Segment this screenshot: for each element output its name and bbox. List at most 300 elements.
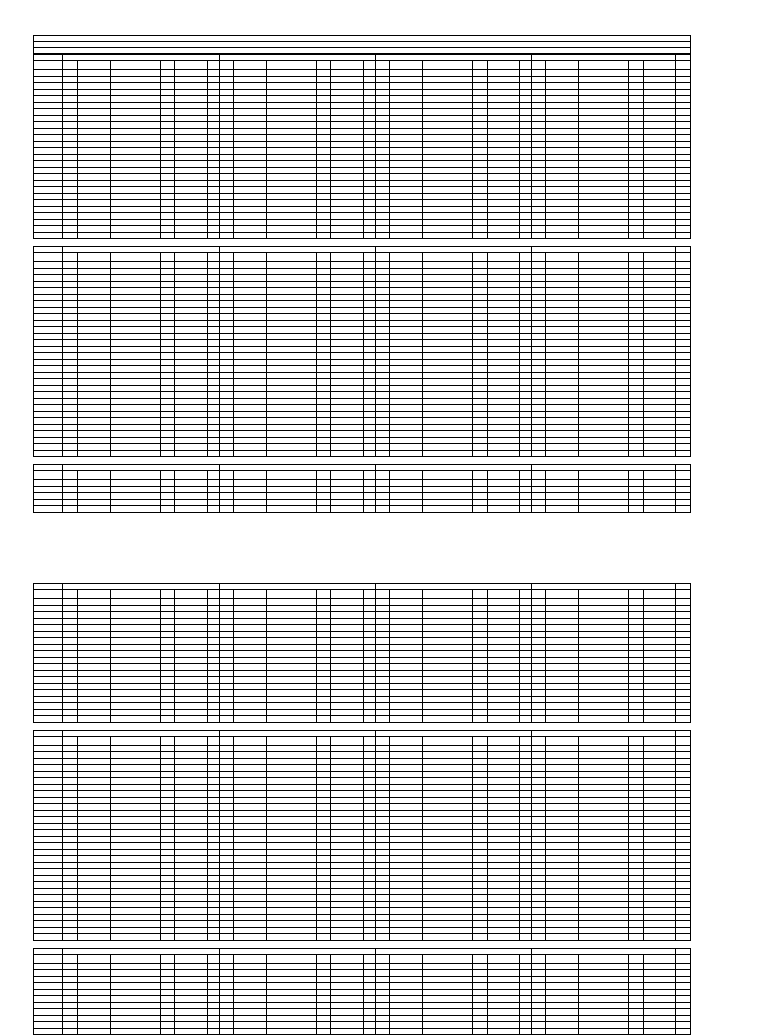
table-cell: [643, 506, 675, 513]
table-cell: [628, 934, 643, 941]
table-cell: [34, 450, 63, 457]
column-header: [110, 471, 160, 480]
table-cell: [487, 232, 519, 239]
table-cell: [375, 506, 390, 513]
column-header: [578, 61, 628, 70]
column-header: [390, 736, 422, 745]
table-cell: [676, 1028, 691, 1035]
column-header: [266, 954, 316, 963]
table-cell: [63, 506, 78, 513]
table-cell: [546, 506, 578, 513]
table-cell: [531, 716, 546, 723]
column-header: [160, 590, 175, 599]
column-header: [487, 253, 519, 262]
table-cell: [316, 232, 331, 239]
column-header: [519, 253, 531, 262]
column-header: [316, 61, 331, 70]
column-header: [175, 736, 207, 745]
column-header: [676, 253, 691, 262]
column-header: [676, 471, 691, 480]
table-cell: [234, 450, 266, 457]
table-cell: [531, 232, 546, 239]
column-header: [390, 253, 422, 262]
table-cell: [531, 450, 546, 457]
column-header: [78, 253, 110, 262]
column-header: [34, 61, 63, 70]
column-header: [519, 61, 531, 70]
table-cell: [390, 450, 422, 457]
table-cell: [34, 506, 63, 513]
column-header: [628, 590, 643, 599]
column-header: [363, 471, 375, 480]
schedule-table: [33, 246, 691, 457]
table-cell: [331, 1028, 363, 1035]
table-cell: [63, 934, 78, 941]
table-cell: [363, 1028, 375, 1035]
column-header: [578, 253, 628, 262]
column-header: [390, 954, 422, 963]
table-cell: [487, 934, 519, 941]
column-header: [531, 736, 546, 745]
table-cell: [219, 1028, 234, 1035]
table-section: [33, 54, 691, 239]
table-cell: [331, 934, 363, 941]
table-cell: [375, 716, 390, 723]
column-header: [472, 253, 487, 262]
table-cell: [375, 1028, 390, 1035]
table-cell: [110, 1028, 160, 1035]
column-header: [422, 61, 472, 70]
table-cell: [676, 716, 691, 723]
column-header-row: [34, 253, 691, 262]
table-cell: [331, 716, 363, 723]
column-header: [472, 736, 487, 745]
title-line-3: [34, 48, 690, 53]
table-cell: [578, 1028, 628, 1035]
column-header: [63, 253, 78, 262]
table-row: [34, 450, 691, 457]
table-cell: [578, 232, 628, 239]
column-header: [546, 253, 578, 262]
table-cell: [219, 934, 234, 941]
document-title-band: [33, 35, 691, 54]
column-header: [316, 736, 331, 745]
column-header: [234, 61, 266, 70]
column-header: [578, 471, 628, 480]
section-label: [33, 239, 691, 246]
table-cell: [175, 506, 207, 513]
column-header: [628, 736, 643, 745]
table-cell: [160, 450, 175, 457]
table-cell: [472, 506, 487, 513]
table-cell: [546, 232, 578, 239]
column-header: [175, 253, 207, 262]
column-header: [266, 61, 316, 70]
table-cell: [219, 232, 234, 239]
column-header: [175, 61, 207, 70]
table-cell: [175, 934, 207, 941]
column-header: [676, 590, 691, 599]
column-header: [422, 736, 472, 745]
table-cell: [316, 716, 331, 723]
column-header-row: [34, 954, 691, 963]
column-header: [375, 61, 390, 70]
column-header: [487, 736, 519, 745]
column-header: [160, 61, 175, 70]
column-header: [578, 736, 628, 745]
column-header: [519, 736, 531, 745]
column-header: [110, 253, 160, 262]
table-cell: [487, 1028, 519, 1035]
sections-page-one: [33, 54, 691, 513]
column-header: [316, 954, 331, 963]
schedule-table: [33, 583, 691, 723]
column-header: [422, 253, 472, 262]
table-cell: [175, 1028, 207, 1035]
table-cell: [643, 1028, 675, 1035]
column-header: [234, 590, 266, 599]
column-header: [219, 736, 234, 745]
column-header: [390, 590, 422, 599]
table-cell: [578, 506, 628, 513]
table-row: [34, 1028, 691, 1035]
table-cell: [472, 716, 487, 723]
column-header: [472, 954, 487, 963]
column-header: [390, 61, 422, 70]
table-cell: [578, 450, 628, 457]
table-cell: [234, 506, 266, 513]
table-cell: [219, 450, 234, 457]
schedule-table: [33, 464, 691, 513]
column-header: [34, 954, 63, 963]
page-one: [33, 35, 691, 513]
table-cell: [390, 506, 422, 513]
table-cell: [363, 506, 375, 513]
column-header: [316, 253, 331, 262]
table-cell: [390, 716, 422, 723]
table-cell: [110, 450, 160, 457]
column-header: [78, 954, 110, 963]
table-cell: [316, 450, 331, 457]
column-header: [676, 61, 691, 70]
table-section: [33, 723, 691, 941]
column-header: [63, 471, 78, 480]
table-cell: [422, 506, 472, 513]
table-cell: [546, 1028, 578, 1035]
table-cell: [234, 232, 266, 239]
column-header: [531, 61, 546, 70]
table-cell: [375, 232, 390, 239]
table-cell: [331, 450, 363, 457]
column-header: [375, 954, 390, 963]
column-header: [363, 736, 375, 745]
table-cell: [628, 1028, 643, 1035]
table-cell: [78, 716, 110, 723]
section-label: [33, 941, 691, 948]
table-cell: [34, 1028, 63, 1035]
table-cell: [531, 506, 546, 513]
column-header: [331, 954, 363, 963]
column-header: [266, 590, 316, 599]
table-cell: [472, 1028, 487, 1035]
table-cell: [78, 506, 110, 513]
table-section: [33, 239, 691, 457]
column-header-row: [34, 736, 691, 745]
table-cell: [628, 450, 643, 457]
column-header: [219, 253, 234, 262]
column-header: [628, 954, 643, 963]
table-cell: [422, 232, 472, 239]
column-header: [160, 253, 175, 262]
schedule-table: [33, 54, 691, 239]
column-header: [531, 954, 546, 963]
column-header: [487, 590, 519, 599]
table-cell: [78, 1028, 110, 1035]
column-header: [519, 954, 531, 963]
table-cell: [363, 450, 375, 457]
column-header: [110, 61, 160, 70]
table-cell: [519, 1028, 531, 1035]
table-cell: [316, 506, 331, 513]
table-cell: [375, 450, 390, 457]
column-header: [422, 471, 472, 480]
table-cell: [110, 716, 160, 723]
column-header: [375, 253, 390, 262]
table-cell: [266, 506, 316, 513]
column-header: [643, 736, 675, 745]
column-header: [546, 590, 578, 599]
table-cell: [207, 506, 219, 513]
column-header: [331, 736, 363, 745]
table-row: [34, 232, 691, 239]
column-header: [578, 954, 628, 963]
table-cell: [160, 934, 175, 941]
table-cell: [519, 232, 531, 239]
column-header: [63, 736, 78, 745]
column-header: [110, 590, 160, 599]
table-cell: [472, 934, 487, 941]
column-header: [422, 954, 472, 963]
table-cell: [266, 232, 316, 239]
table-cell: [643, 232, 675, 239]
table-cell: [331, 506, 363, 513]
column-header: [207, 253, 219, 262]
table-cell: [160, 716, 175, 723]
section-label: [33, 457, 691, 464]
table-cell: [207, 934, 219, 941]
column-header: [78, 736, 110, 745]
column-header: [207, 471, 219, 480]
page-two: [33, 576, 691, 1035]
column-header: [628, 471, 643, 480]
table-cell: [266, 450, 316, 457]
table-cell: [472, 232, 487, 239]
column-header: [316, 471, 331, 480]
table-cell: [78, 450, 110, 457]
column-header: [363, 61, 375, 70]
column-header: [207, 954, 219, 963]
column-header: [472, 61, 487, 70]
column-header: [546, 61, 578, 70]
column-header: [487, 954, 519, 963]
column-header: [531, 590, 546, 599]
column-header: [207, 61, 219, 70]
table-cell: [487, 716, 519, 723]
column-header: [643, 590, 675, 599]
table-cell: [422, 934, 472, 941]
table-cell: [331, 232, 363, 239]
column-header: [546, 471, 578, 480]
table-cell: [422, 1028, 472, 1035]
column-header: [546, 954, 578, 963]
table-cell: [175, 232, 207, 239]
column-header: [331, 471, 363, 480]
table-cell: [207, 232, 219, 239]
table-cell: [78, 232, 110, 239]
table-cell: [390, 1028, 422, 1035]
table-cell: [578, 934, 628, 941]
column-header: [110, 954, 160, 963]
table-cell: [160, 1028, 175, 1035]
table-cell: [160, 506, 175, 513]
table-cell: [487, 506, 519, 513]
table-cell: [316, 934, 331, 941]
table-cell: [643, 716, 675, 723]
column-header: [375, 471, 390, 480]
column-header: [234, 253, 266, 262]
table-cell: [207, 450, 219, 457]
column-header: [234, 954, 266, 963]
column-header: [578, 590, 628, 599]
table-cell: [531, 934, 546, 941]
table-cell: [578, 716, 628, 723]
table-cell: [519, 506, 531, 513]
table-cell: [34, 232, 63, 239]
column-header: [160, 736, 175, 745]
table-cell: [234, 1028, 266, 1035]
table-cell: [363, 934, 375, 941]
column-header: [472, 471, 487, 480]
table-row: [34, 716, 691, 723]
table-cell: [110, 506, 160, 513]
table-cell: [375, 934, 390, 941]
column-header: [316, 590, 331, 599]
table-cell: [234, 716, 266, 723]
section-label: [33, 576, 691, 583]
table-cell: [175, 450, 207, 457]
table-cell: [546, 716, 578, 723]
table-cell: [63, 1028, 78, 1035]
table-cell: [363, 232, 375, 239]
column-header: [175, 590, 207, 599]
table-row: [34, 934, 691, 941]
table-cell: [531, 1028, 546, 1035]
table-cell: [316, 1028, 331, 1035]
column-header: [331, 61, 363, 70]
column-header: [363, 253, 375, 262]
table-section: [33, 457, 691, 513]
column-header-row: [34, 590, 691, 599]
column-header: [219, 471, 234, 480]
column-header: [207, 736, 219, 745]
column-header: [78, 61, 110, 70]
column-header: [519, 471, 531, 480]
column-header: [219, 61, 234, 70]
column-header: [375, 736, 390, 745]
column-header: [78, 471, 110, 480]
column-header: [160, 954, 175, 963]
schedule-table: [33, 730, 691, 941]
column-header: [375, 590, 390, 599]
table-cell: [676, 934, 691, 941]
column-header: [363, 954, 375, 963]
column-header: [519, 590, 531, 599]
table-cell: [63, 232, 78, 239]
column-header-row: [34, 471, 691, 480]
section-label: [33, 723, 691, 730]
column-header: [331, 253, 363, 262]
table-cell: [219, 716, 234, 723]
column-header: [531, 253, 546, 262]
table-cell: [472, 450, 487, 457]
table-cell: [676, 232, 691, 239]
table-cell: [628, 716, 643, 723]
table-cell: [390, 232, 422, 239]
table-cell: [175, 716, 207, 723]
table-cell: [519, 716, 531, 723]
column-header: [422, 590, 472, 599]
table-cell: [628, 232, 643, 239]
column-header: [219, 590, 234, 599]
table-cell: [363, 716, 375, 723]
table-cell: [63, 450, 78, 457]
column-header: [643, 61, 675, 70]
table-cell: [422, 450, 472, 457]
column-header: [266, 471, 316, 480]
column-header: [78, 590, 110, 599]
table-cell: [207, 716, 219, 723]
table-cell: [63, 716, 78, 723]
table-cell: [643, 934, 675, 941]
column-header: [643, 253, 675, 262]
column-header: [266, 253, 316, 262]
table-cell: [219, 506, 234, 513]
table-section: [33, 576, 691, 723]
column-header: [34, 590, 63, 599]
table-cell: [519, 450, 531, 457]
table-cell: [643, 450, 675, 457]
table-cell: [676, 450, 691, 457]
column-header: [63, 590, 78, 599]
column-header: [63, 954, 78, 963]
table-cell: [34, 716, 63, 723]
table-row: [34, 506, 691, 513]
table-cell: [546, 934, 578, 941]
column-header: [175, 471, 207, 480]
table-cell: [390, 934, 422, 941]
column-header: [234, 471, 266, 480]
column-header: [266, 736, 316, 745]
column-header: [487, 61, 519, 70]
column-header: [34, 471, 63, 480]
column-header: [390, 471, 422, 480]
column-header: [110, 736, 160, 745]
column-header: [34, 736, 63, 745]
column-header: [331, 590, 363, 599]
table-cell: [487, 450, 519, 457]
column-header: [643, 471, 675, 480]
column-header: [63, 61, 78, 70]
